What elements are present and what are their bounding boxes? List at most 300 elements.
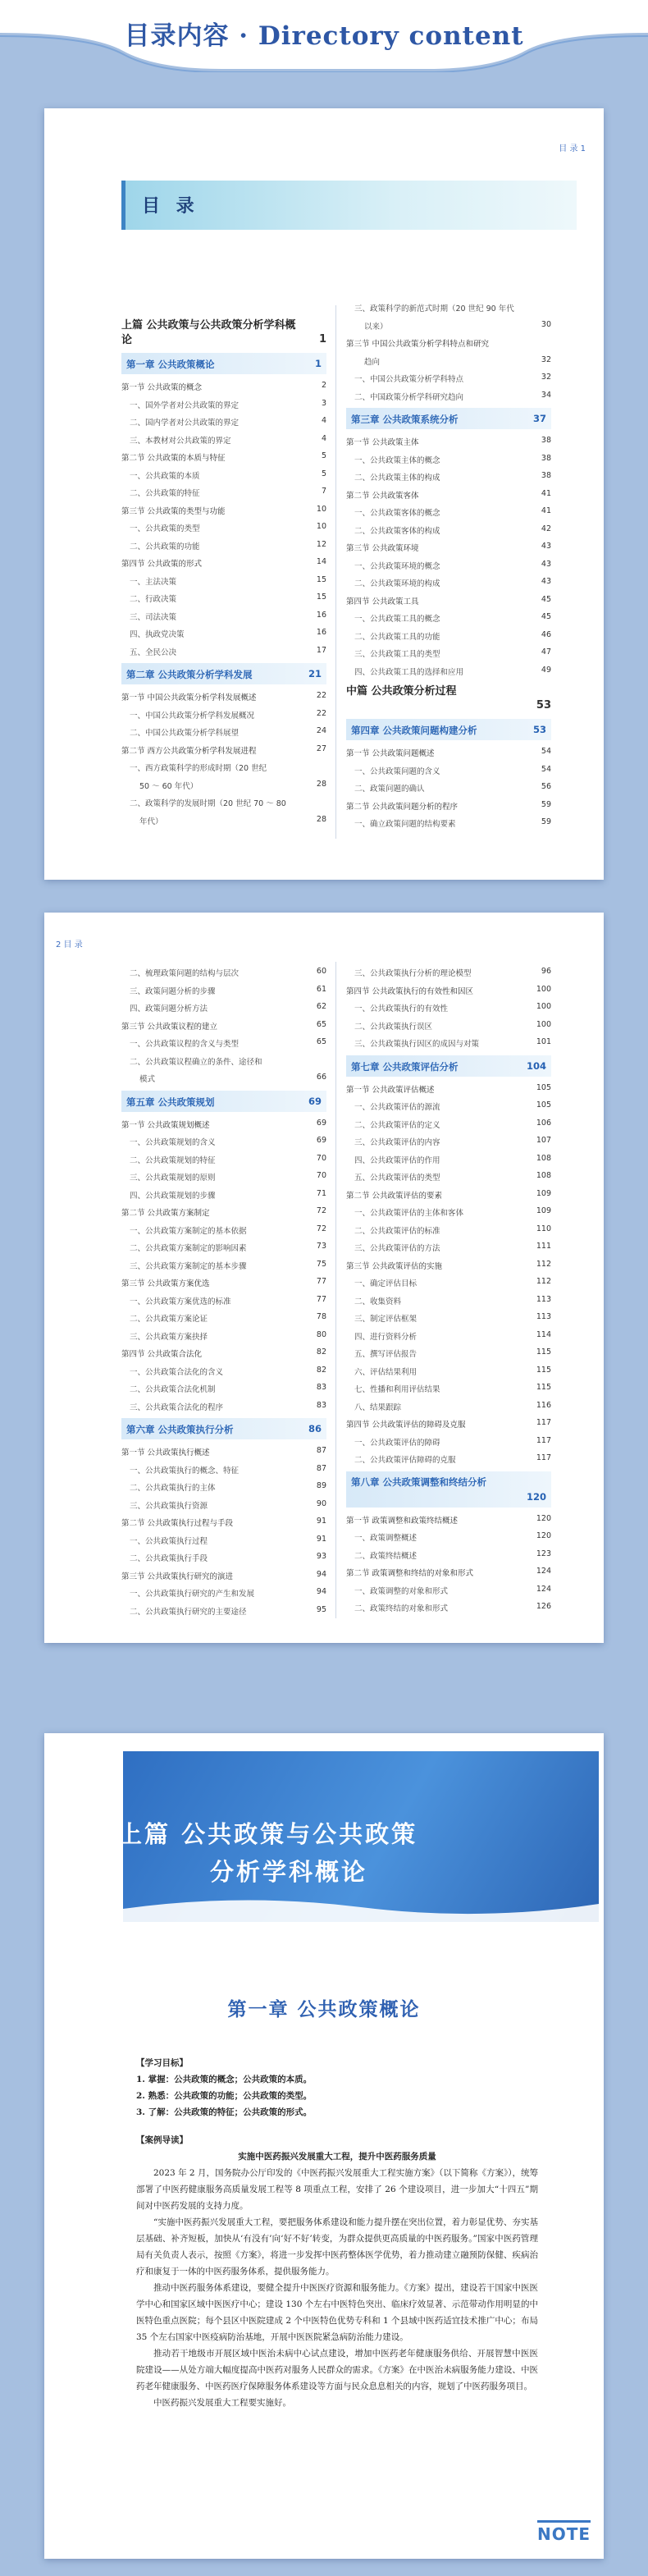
toc-entry-title: 第二节 公共政策评估的要素 [346,1191,443,1201]
toc-entry-title: 二、公共政策执行误区 [354,1022,433,1032]
toc-entry-title: 二、中国政策分析学科研究趋向 [354,392,464,402]
toc-entry-page: 69 [316,1136,326,1145]
toc-entry-title: 一、公共政策工具的概念 [354,615,440,624]
toc-entry-page: 94 [316,1587,326,1596]
toc-subsection-entry [121,723,326,741]
toc-subsection-entry [346,451,551,469]
toc-entry-title: 三、公共政策执行分析的理论模型 [354,969,472,978]
toc-entry-page: 32 [541,373,551,382]
toc-subsection-entry [346,1344,551,1362]
toc-entry-page: 28 [316,779,326,789]
toc-entry-title: 第三节 公共政策方案优选 [121,1279,210,1288]
toc-chapter-entry [121,663,326,684]
toc-entry-title: 二、梳理政策问题的结构与层次 [130,969,240,978]
toc-subsection-entry [121,1327,326,1345]
toc-subsection-entry [121,1186,326,1204]
toc-subsection-entry [346,1017,551,1035]
toc-entry-page: 37 [532,413,546,424]
toc-entry-page: 117 [536,1418,551,1427]
toc-entry-title: 第二节 公共政策的本质与特征 [121,454,226,463]
toc-entry-title: 年代） [139,817,163,826]
toc-entry-page: 96 [541,967,551,976]
toc-subsection-entry [121,1380,326,1398]
toc-subsection-entry [121,776,326,794]
toc-entry-page: 75 [316,1259,326,1269]
toc-entry-title: 五、全民公决 [130,647,177,657]
toc-section-entry [346,334,551,352]
toc-entry-page: 10 [316,504,326,514]
toc-entry-title: 五、公共政策评估的类型 [354,1174,440,1183]
toc-entry-title: 二、公共政策评估的标准 [354,1226,440,1236]
toc-entry-title: 第一节 公共政策评估概述 [346,1085,435,1095]
toc-entry-title: 三、本教材对公共政策的界定 [130,436,231,446]
toc-entry-title: 二、公共政策方案制定的影响因素 [130,1244,247,1253]
toc-section-entry [346,592,551,610]
toc-entry-title: 二、公共政策执行手段 [130,1554,208,1563]
toc-entry-page: 38 [541,436,551,445]
toc-section-entry [346,744,551,762]
toc-subsection-entry [121,981,326,1000]
toc-entry-title: 以来） [364,322,388,332]
toc-entry-title: 第四节 公共政策的形式 [121,560,203,569]
toc-subsection-entry [346,1362,551,1380]
toc-entry-title: 四、进行资料分析 [354,1332,418,1342]
toc-entry-page: 27 [316,744,326,753]
toc-entry-page: 47 [541,647,551,657]
running-header: 目 录 1 [559,144,586,153]
toc-entry-title: 第一节 公共政策的概念 [121,383,203,392]
part-title-line-1: 上篇 公共政策与公共政策 [118,1820,418,1848]
toc-chapter-entry [346,719,551,740]
toc-subsection-entry [346,317,551,335]
toc-entry-page: 120 [526,1490,546,1503]
toc-entry-page: 16 [316,610,326,620]
toc-entry-page: 93 [316,1552,326,1561]
toc-entry-title: 一、主法决策 [130,577,177,587]
toc-subsection-entry [346,1528,551,1546]
toc-entry-title: 模式 [139,1075,156,1084]
toc-entry-title: 二、公共政策主体的构成 [354,474,440,483]
toc-section-entry [346,538,551,556]
banner-wave [123,1892,599,1922]
note-mark: NOTE [537,2520,591,2544]
toc-entry-page: 89 [316,1481,326,1490]
toc-entry-title: 二、国内学者对公共政策的界定 [130,419,240,428]
toc-entry-title: 第二节 公共政策客体 [346,491,419,501]
toc-entry-title: 二、政策终结概述 [354,1551,418,1561]
toc-column-left [121,963,326,1619]
toc-subsection-entry [346,1168,551,1186]
toc-subsection-entry [346,1380,551,1398]
toc-subsection-entry [121,1461,326,1479]
toc-entry-title: 第三节 公共政策环境 [346,544,419,553]
toc-section-entry [346,1511,551,1529]
toc-entry-title: 一、确定评估目标 [354,1279,418,1288]
toc-entry-page: 2 [321,381,326,390]
banner-title: 目录内容 · Directory content [124,21,524,51]
toc-subsection-entry [346,1238,551,1256]
toc-subsection-entry [346,963,551,981]
toc-entry-page: 59 [541,817,551,826]
toc-entry-title: 一、确立政策问题的结构要素 [354,820,456,829]
toc-entry-page: 54 [541,747,551,756]
toc-entry-title: 四、执政党决策 [130,630,185,639]
toc-entry-title: 二、公共政策规划的特征 [130,1155,216,1165]
toc-entry-page: 112 [536,1259,551,1269]
toc-entry-title: 第三节 公共政策议程的建立 [121,1022,218,1032]
toc-entry-page: 22 [316,708,326,718]
chapter-page [44,1733,604,2559]
toc-section-entry [346,981,551,1000]
case-paragraph: 中医药振兴发展重大工程要实施好。 [153,2398,291,2408]
toc-entry-page: 115 [536,1383,551,1392]
toc-subsection-entry [346,352,551,370]
toc-entry-page: 54 [541,764,551,774]
part-title [118,1815,418,1891]
toc-entry-page: 61 [316,984,326,994]
toc-subsection-entry [121,1238,326,1256]
toc-subsection-entry [346,1151,551,1169]
toc-entry-page: 45 [541,594,551,604]
toc-chapter-entry [121,1091,326,1112]
toc-subsection-entry [346,1450,551,1468]
toc-entry-title: 五、撰写评估报告 [354,1350,418,1359]
toc-subsection-entry [121,1168,326,1186]
toc-entry-page: 110 [536,1224,551,1233]
toc-subsection-entry [121,1398,326,1416]
toc-entry-title: 第八章 公共政策调整和终结分析 [351,1476,487,1488]
toc-title: 目 录 [142,196,199,217]
toc-entry-title: 第一节 公共政策主体 [346,438,419,447]
toc-entry-page: 83 [316,1400,326,1410]
toc-entry-title: 四、公共政策工具的选择和应用 [354,667,464,677]
toc-entry-page: 124 [536,1584,551,1594]
toc-section-entry [346,432,551,451]
toc-subsection-entry [121,1132,326,1151]
case-paragraph: 推动若干地级市开展区域中医治未病中心试点建设，增加中医药老年健康服务供给、开展智慧中医医院建设——从处方端大幅度提高中医药对服务人民群众的需求。《方案》在中医治未病服务能力建设、中医药老年健康服务、中医药医疗保障服务体系建设等方面与民众息息相关的内容，规划了中医药服务项目。 [136,2349,538,2391]
toc-entry-page: 12 [316,539,326,549]
toc-entry-page: 112 [536,1277,551,1286]
column-divider [335,962,336,1618]
toc-entry-page: 105 [536,1100,551,1110]
toc-entry-title: 第四节 公共政策工具 [346,597,419,606]
toc-entry-title: 三、公共政策执行资源 [130,1501,208,1511]
toc-entry-page: 72 [316,1224,326,1233]
column-divider [335,305,336,839]
toc-entry-title: 三、公共政策合法化的程序 [130,1402,224,1412]
toc-entry-page: 14 [316,557,326,566]
toc-section-entry [121,1443,326,1461]
toc-entry-page: 49 [541,665,551,675]
toc-entry-page: 107 [536,1136,551,1145]
toc-entry-title: 第六章 公共政策执行分析 [126,1424,234,1435]
toc-subsection-entry [121,1584,326,1602]
case-title: 实施中医药振兴发展重大工程，提升中医药服务质量 [238,2152,436,2162]
toc-entry-page: 87 [316,1446,326,1455]
toc-entry-title: 二、公共政策合法化机制 [130,1385,216,1394]
toc-entry-title: 二、公共政策执行研究的主要途径 [130,1607,247,1617]
toc-entry-page: 60 [316,967,326,976]
toc-column-right [346,299,551,832]
toc-subsection-entry [121,963,326,981]
toc-entry-page: 77 [316,1294,326,1304]
toc-subsection-entry [121,537,326,555]
case-paragraph: 推动中医药服务体系建设，要健全提升中医医疗资源和服务能力。《方案》提出，建设若干国家中医医学中心和国家区域中医医疗中心；建设 130 个左右中医特色突出、临床疗效显著、示范带动作用明显的中医特色重点医院；每个县区中医院建成 2 个中医特色优势专科和 1 个县域中医药适宜技术推广中心；布局 35 个左右国家中医疫病防治基地，开展中医医院紧急病防治能力建设。 [136,2283,538,2342]
toc-section-entry [121,501,326,519]
toc-subsection-entry [121,625,326,643]
toc-entry-title: 中篇 公共政策分析过程 [346,685,457,698]
toc-entry-title: 一、西方政策科学的形成时期（20 世纪 [130,764,267,773]
toc-section-entry [346,1415,551,1433]
toc-entry-title: 一、公共政策的本质 [130,471,200,481]
toc-entry-title: 一、国外学者对公共政策的界定 [130,400,240,410]
toc-subsection-entry [121,758,326,776]
toc-entry-title: 一、公共政策执行的有效性 [354,1004,449,1013]
toc-entry-title: 三、制定评估框架 [354,1315,418,1324]
running-header: 2 目 录 [56,940,83,949]
toc-entry-title: 第四节 公共政策执行的有效性和因区 [346,986,474,996]
toc-entry-title: 二、政策终结的对象和形式 [354,1604,449,1613]
toc-entry-page: 59 [541,799,551,809]
toc-subsection-entry [121,812,326,830]
toc-subsection-entry [346,779,551,797]
toc-entry-page: 78 [316,1312,326,1321]
toc-entry-title: 第二节 公共政策问题分析的程序 [346,802,459,812]
toc-entry-page: 100 [536,984,551,994]
toc-entry-page: 109 [536,1188,551,1198]
toc-entry-title: 一、公共政策评估的障碍 [354,1438,440,1448]
toc-entry-title: 第三节 中国公共政策分析学科特点和研究 [346,340,490,349]
toc-subsection-entry [121,1478,326,1496]
toc-subsection-entry [121,1292,326,1310]
toc-entry-page: 71 [316,1188,326,1198]
toc-entry-title: 六、评估结果利用 [354,1367,418,1377]
toc-section-entry [121,1513,326,1531]
toc-entry-page: 114 [536,1329,551,1339]
toc-subsection-entry [121,706,326,724]
toc-subsection-entry [121,466,326,484]
toc-entry-title: 第二节 公共政策方案制定 [121,1209,210,1218]
toc-entry-page: 87 [316,1463,326,1473]
toc-entry-page: 101 [536,1037,551,1046]
toc-subsection-entry [346,1546,551,1564]
toc-subsection-entry [121,1602,326,1620]
toc-entry-page: 41 [541,488,551,498]
case-paragraph: “实施中医药振兴发展重大工程，要把服务体系建设和能力提升摆在突出位置，着力彰显优势、夯实基层基础、补齐短板，加快从‘有没有’向‘好不好’转变，为群众提供更高质量的中医药服务。”国家中医药管理局有关负责人表示，按照《方案》，将进一步发挥中医药整体医学优势，着力推动建立融预防保健、疾病治疗和康复于一体的中医药服务体系，提供服务能力。 [136,2217,538,2276]
toc-subsection-entry [346,1309,551,1327]
toc-section-entry [346,1080,551,1098]
toc-subsection-entry [121,519,326,537]
objective-item: 2. 熟悉：公共政策的功能；公共政策的类型。 [136,2091,313,2101]
toc-subsection-entry [121,794,326,812]
toc-entry-page: 66 [316,1073,326,1082]
toc-entry-page: 43 [541,559,551,569]
toc-entry-title: 三、公共政策方案抉择 [130,1332,208,1342]
toc-entry-title: 二、公共政策执行的主体 [130,1484,216,1493]
toc-entry-title: 三、政策问题分析的步骤 [130,986,216,996]
toc-subsection-entry [346,1115,551,1133]
toc-entry-page: 34 [541,390,551,400]
toc-entry-title: 二、行政决策 [130,595,177,604]
toc-subsection-entry [346,1097,551,1115]
toc-entry-page: 62 [316,1002,326,1011]
toc-section-entry [121,1567,326,1585]
toc-entry-title: 三、司法决策 [130,612,177,622]
toc-subsection-entry [121,1069,326,1087]
toc-entry-page: 65 [316,1037,326,1046]
toc-entry-title: 第二节 政策调整和终结的对象和形式 [346,1569,474,1578]
toc-entry-title: 四、公共政策评估的作用 [354,1155,440,1165]
toc-entry-title: 三、公共政策执行因区的成因与对策 [354,1040,480,1049]
toc-entry-title: 第三节 公共政策评估的实施 [346,1261,443,1271]
toc-entry-page: 77 [316,1277,326,1286]
toc-entry-title: 一、政策调整的对象和形式 [354,1586,449,1596]
toc-entry-page: 53 [532,724,546,735]
toc-entry-page: 1 [318,333,326,345]
toc-entry-title: 上篇 公共政策与公共政策分析学科概论 [121,319,296,346]
toc-page-1 [44,108,604,880]
toc-entry-title: 三、公共政策方案制定的基本步骤 [130,1261,247,1271]
toc-page-2 [44,913,604,1643]
toc-subsection-entry [346,1599,551,1617]
toc-entry-title: 第三节 公共政策执行研究的演进 [121,1572,234,1581]
toc-subsection-entry [121,572,326,590]
toc-entry-title: 一、公共政策环境的概念 [354,561,440,571]
toc-entry-page: 7 [321,487,326,496]
toc-subsection-entry [121,1052,326,1070]
toc-entry-page: 17 [316,645,326,655]
toc-part-entry [121,313,326,350]
toc-subsection-entry [121,431,326,449]
learning-objectives [136,2055,538,2121]
toc-entry-title: 二、公共政策客体的构成 [354,526,440,536]
toc-section-entry [121,554,326,572]
toc-part-entry [346,679,551,716]
toc-entry-page: 91 [316,1517,326,1526]
toc-entry-title: 第七章 公共政策评估分析 [351,1060,459,1073]
toc-section-entry [346,1186,551,1204]
case-heading: 【案例导读】 [136,2135,188,2145]
toc-section-entry [121,1203,326,1221]
toc-heading-band [121,181,577,230]
toc-entry-title: 二、公共政策的特征 [130,489,200,498]
toc-entry-page: 113 [536,1294,551,1304]
toc-subsection-entry [121,396,326,414]
toc-subsection-entry [346,387,551,405]
toc-entry-page: 1 [314,358,322,369]
toc-entry-page: 94 [316,1569,326,1579]
toc-entry-title: 二、公共政策环境的构成 [354,579,440,588]
toc-entry-page: 115 [536,1365,551,1375]
toc-subsection-entry [121,1309,326,1327]
toc-entry-page: 46 [541,629,551,639]
part-title-line-2: 分析学科概论 [210,1858,368,1886]
toc-section-entry [121,1344,326,1362]
toc-entry-page: 90 [316,1498,326,1508]
toc-entry-page: 16 [316,628,326,637]
toc-entry-page: 38 [541,453,551,463]
toc-entry-title: 一、公共政策问题的含义 [354,766,440,776]
toc-entry-title: 一、公共政策评估的源流 [354,1103,440,1112]
toc-entry-page: 43 [541,577,551,586]
toc-entry-title: 第五章 公共政策规划 [126,1096,215,1108]
toc-subsection-entry [346,1132,551,1151]
toc-entry-title: 一、公共政策方案制定的基本依据 [130,1226,247,1236]
toc-entry-title: 第一节 公共政策执行概述 [121,1448,210,1457]
toc-section-entry [346,797,551,815]
toc-entry-title: 第三章 公共政策系统分析 [351,414,459,425]
toc-subsection-entry [121,1034,326,1052]
toc-subsection-entry [346,1274,551,1292]
toc-entry-page: 124 [536,1567,551,1576]
toc-subsection-entry [121,413,326,431]
toc-column-right [346,963,551,1617]
toc-entry-page: 115 [536,1347,551,1357]
toc-entry-title: 一、公共政策主体的概念 [354,455,440,465]
toc-entry-page: 123 [536,1549,551,1558]
toc-entry-page: 111 [536,1242,551,1251]
toc-entry-page: 73 [316,1242,326,1251]
toc-entry-title: 二、公共政策评估的定义 [354,1120,440,1130]
toc-entry-page: 116 [536,1400,551,1410]
toc-subsection-entry [346,468,551,486]
toc-subsection-entry [346,627,551,645]
toc-chapter-entry [121,353,326,374]
toc-section-entry [121,1274,326,1292]
toc-entry-page: 117 [536,1453,551,1462]
toc-entry-page: 5 [321,451,326,460]
objective-item: 1. 掌握：公共政策的概念；公共政策的本质。 [136,2075,313,2084]
toc-chapter-entry [121,1418,326,1439]
toc-entry-title: 第一节 中国公共政策分析学科发展概述 [121,693,257,702]
toc-section-entry [346,486,551,504]
toc-entry-page: 120 [536,1513,551,1523]
toc-entry-page: 15 [316,593,326,602]
toc-entry-title: 一、公共政策执行过程 [130,1536,208,1546]
toc-subsection-entry [346,1034,551,1052]
toc-entry-title: 一、公共政策议程的含义与类型 [130,1040,240,1049]
toc-subsection-entry [346,1327,551,1345]
toc-entry-page: 108 [536,1171,551,1180]
toc-entry-page: 104 [526,1059,546,1072]
toc-entry-title: 一、公共政策方案优选的标准 [130,1297,231,1306]
toc-section-entry [121,688,326,706]
toc-section-entry [121,1017,326,1035]
toc-entry-title: 二、公共政策的功能 [130,542,200,551]
toc-entry-title: 第一章 公共政策概论 [126,359,215,370]
toc-entry-title: 二、中国公共政策分析学科展望 [130,729,240,738]
toc-entry-title: 三、公共政策工具的类型 [354,650,440,659]
toc-chapter-entry [346,408,551,429]
toc-entry-page: 105 [536,1082,551,1092]
toc-subsection-entry [346,1203,551,1221]
toc-entry-page: 117 [536,1435,551,1445]
toc-entry-title: 三、公共政策规划的原则 [130,1174,216,1183]
toc-entry-title: 50 ～ 60 年代） [139,781,199,791]
toc-entry-title: 八、结果跟踪 [354,1402,402,1412]
toc-subsection-entry [346,1581,551,1599]
toc-entry-title: 一、公共政策执行研究的产生和发展 [130,1590,255,1599]
toc-entry-title: 一、公共政策的类型 [130,524,200,533]
toc-entry-page: 5 [321,469,326,478]
toc-entry-page: 113 [536,1312,551,1321]
toc-subsection-entry [121,1496,326,1514]
toc-entry-title: 第二章 公共政策分析学科发展 [126,669,253,680]
toc-entry-title: 一、中国公共政策分析学科特点 [354,375,464,384]
toc-entry-page: 83 [316,1383,326,1392]
toc-entry-title: 二、公共政策方案论证 [130,1315,208,1324]
toc-subsection-entry [121,483,326,501]
